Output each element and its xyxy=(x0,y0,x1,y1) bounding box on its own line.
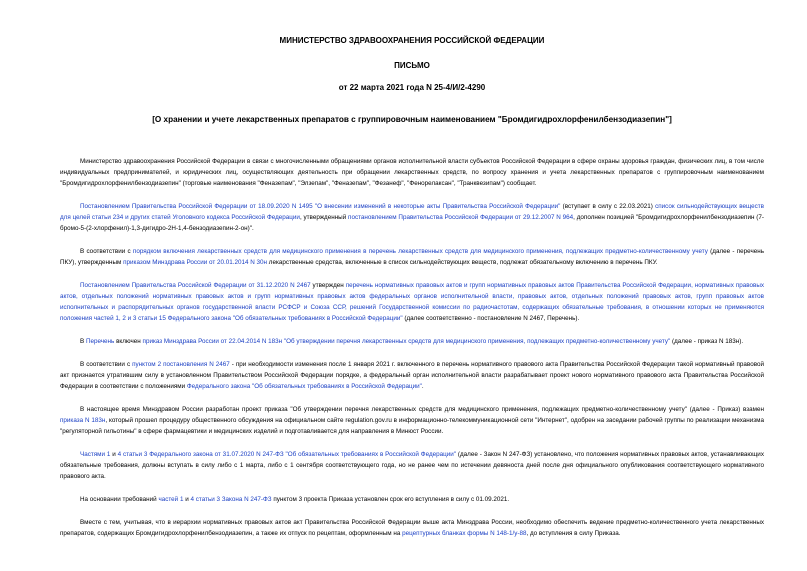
paragraph-text: , дополнен позицией "Бромдигидрохлорфенилбензодиазепин (7-бромо-5-(2-хлорфенил)-1,3-дигидро-2Н-1,4-бензодиазепин-2-он)". xyxy=(60,214,764,232)
paragraph-text: , который прошел процедуру общественного обсуждения на официальном сайте regulation.gov.ru в информационно-телекоммуникационной сети "Интернет", одобрен на заседании рабочей группы по реализации механизма "регуляторной гильотины" в сфере фармацевтики и медицинских изделий и подготавливается для направления в Минюст России. xyxy=(60,417,764,435)
document-body xyxy=(60,156,764,539)
paragraph-text: На основании требований xyxy=(80,496,159,503)
body-paragraph xyxy=(60,359,764,392)
paragraph-text: (далее соответственно - постановление N 2467, Перечень). xyxy=(402,315,580,322)
paragraph-text: В соответствии с xyxy=(80,248,133,255)
paragraph-text: Министерство здравоохранения Российской Федерации в связи с многочисленными обращениями органов исполнительной власти субъектов Российской Федерации в сфере охраны здоровья граждан, физических лиц, в том числе индивидуальных предпринимателей, и юридических лиц, осуществляющих деятельность при обращении лекарственных средств, по вопросу хранения и учета лекарственных препаратов с группировочным наименованием "Бромдигидрохлорфенилбензодиазепин" (торговые наименования "Феназепам", "Элзепам", "Феназепам", "Фезанеф", "Фенорелаксан", "Транквезипам") сообщает. xyxy=(60,158,764,187)
ministry-heading: МИНИСТЕРСТВО ЗДРАВООХРАНЕНИЯ РОССИЙСКОЙ ФЕДЕРАЦИИ xyxy=(279,36,545,45)
document-link[interactable]: приказа N 183н xyxy=(60,417,106,424)
document-link[interactable]: Федерального закона "Об обязательных требованиях в Российской Федерации" xyxy=(186,383,422,390)
paragraph-text: и xyxy=(183,496,191,503)
document-link[interactable]: постановлением Правительства Российской Федерации от 29.12.2007 N 964 xyxy=(348,214,574,221)
paragraph-text: пунктом 3 проекта Приказа установлен срок его вступления в силу с 01.09.2021. xyxy=(271,496,510,503)
paragraph-text: (далее - перечень ПКУ), утвержденным xyxy=(60,248,765,266)
document-type: ПИСЬМО xyxy=(394,61,430,70)
document-link[interactable]: приказом Минздрава России от 20.01.2014 N 30н xyxy=(123,259,268,266)
body-paragraph xyxy=(60,336,764,347)
document-link[interactable]: приказ Минздрава России от 22.04.2014 N 183н "Об утверждении перечня лекарственных средств для медицинского применения, подлежащих предметно-количественному учету" xyxy=(142,338,671,345)
body-paragraph xyxy=(60,449,764,482)
body-paragraph xyxy=(60,246,764,268)
document-link[interactable]: 4 статьи 3 Федерального закона от 31.07.2020 N 247-ФЗ "Об обязательных требованиях в Российской Федерации" xyxy=(117,451,457,458)
paragraph-text: и xyxy=(110,451,118,458)
document-link[interactable]: частей 1 xyxy=(158,496,184,503)
document-link[interactable]: рецептурных бланках формы N 148-1/у-88 xyxy=(402,530,527,537)
body-paragraph xyxy=(60,404,764,437)
document-link[interactable]: Частями 1 xyxy=(80,451,111,458)
body-paragraph xyxy=(60,280,764,324)
paragraph-text: утвержден xyxy=(310,282,346,289)
paragraph-text: - при необходимости изменения после 1 января 2021 г. включенного в перечень нормативного правового акта Правительства Российской Федерации такой нормативный правовой акт признается утратившим силу в установленном Правительством Российской Федерации порядке, а федеральный орган исполнительной власти разрабатывает проект нового нормативного правового акта Правительства Российской Федерации в соответствии с положениями xyxy=(60,361,764,390)
document-link[interactable]: список сильнодействующих веществ для целей статьи 234 и других статей Уголовного кодекса Российской Федерации xyxy=(60,203,764,221)
paragraph-text: В xyxy=(80,338,86,345)
document-link[interactable]: 4 статьи 3 Закона N 247-ФЗ xyxy=(190,496,272,503)
paragraph-text: В настоящее время Минздравом России разработан проект приказа "Об утверждении перечня лекарственных средств для медицинского применения, подлежащих предметно-количественному учету" (далее - Приказ) взамен xyxy=(80,406,764,413)
document-date-number: от 22 марта 2021 года N 25-4/И/2-4290 xyxy=(338,83,486,92)
paragraph-text: . xyxy=(421,383,424,390)
paragraph-text: , утвержденный xyxy=(299,214,349,221)
paragraph-text: (далее - приказ N 183н). xyxy=(670,338,744,345)
body-paragraph xyxy=(60,156,764,189)
paragraph-text: , до вступления в силу Приказа. xyxy=(526,530,621,537)
paragraph-text: лекарственные средства, включенные в список сильнодействующих веществ, подлежат обязательному включению в перечень ПКУ. xyxy=(267,259,658,266)
paragraph-text: В соответствии с xyxy=(80,361,133,368)
paragraph-text: (вступает в силу с 22.03.2021) xyxy=(560,203,656,210)
document-link[interactable]: Постановлением Правительства Российской Федерации от 18.09.2020 N 1495 "О внесении изменений в некоторые акты Правительства Российской Федерации" xyxy=(80,203,561,210)
body-paragraph xyxy=(60,517,764,539)
paragraph-text: включен xyxy=(114,338,143,345)
document-link[interactable]: порядком включения лекарственных средств для медицинского применения в перечень лекарственных средств для медицинского применения, подлежащих предметно-количественному учету xyxy=(132,248,708,255)
paragraph-text: (далее - Закон N 247-ФЗ) установлено, что положения нормативных правовых актов, устанавливающих обязательные требования, должны вступать в силу либо с 1 марта, либо с 1 сентября соответствующего года, но не ранее чем по истечении девяноста дней после дня официального опубликования соответствующего нормативного правового акта. xyxy=(60,451,764,480)
paragraph-text: Вместе с тем, учитывая, что в иерархии нормативных правовых актов акт Правительства Российской Федерации выше акта Минздрава России, необходимо обеспечить ведение предметно-количественного учета лекарственных препаратов, содержащих Бромдигидрохлорфенилбензодиазепин, а также их отпуск по рецептам, оформленным на xyxy=(60,519,764,537)
body-paragraph xyxy=(60,494,764,505)
document-link[interactable]: пунктом 2 постановления N 2467 xyxy=(132,361,230,368)
document-link[interactable]: Перечень xyxy=(85,338,115,345)
document-title: [О хранении и учете лекарственных препаратов с группировочным наименованием "Бромдигидрохлорфенилбензодиазепин"] xyxy=(152,115,672,124)
body-paragraph xyxy=(60,201,764,234)
document-link[interactable]: перечень нормативных правовых актов и групп нормативных правовых актов Правительства Российской Федерации, нормативных правовых актов, отдельных положений нормативных правовых актов и групп нормативных правовых актов федеральных органов исполнительной власти, правовых актов, отдельных положений правовых актов, групп правовых актов исполнительных и распорядительных органов государственной власти РСФСР и Союза ССР, решений Государственной комиссии по радиочастотам, содержащих обязательные требования, в отношении которых не применяются положения частей 1, 2 и 3 статьи 15 Федерального закона "Об обязательных требованиях в Российской Федерации" xyxy=(60,282,764,322)
document-link[interactable]: Постановлением Правительства Российской Федерации от 31.12.2020 N 2467 xyxy=(80,282,311,289)
